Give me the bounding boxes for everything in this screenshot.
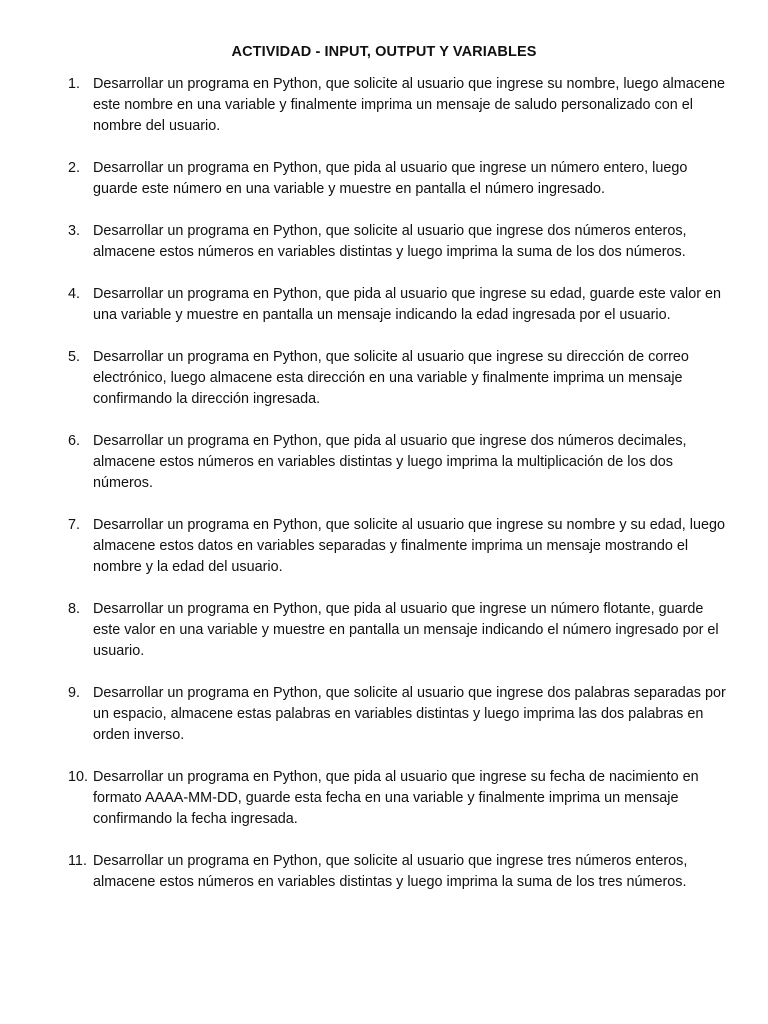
item-number: 10. — [68, 769, 89, 785]
item-number: 4. — [68, 286, 81, 302]
item-text: Desarrollar un programa en Python, que pida al usuario que ingrese su edad, guarde este valor en una variable y muestre en pantalla un mensaje indicando la edad ingresada por el usuario. — [93, 286, 721, 323]
exercise-list — [68, 74, 728, 914]
item-number: 11. — [68, 853, 87, 869]
item-text: Desarrollar un programa en Python, que solicite al usuario que ingrese dos palabras separadas por un espacio, almacene estas palabras en variables distintas y luego imprima las dos palabras en orden inverso. — [93, 685, 726, 743]
item-text: Desarrollar un programa en Python, que pida al usuario que ingrese dos números decimales, almacene estos números en variables distintas y luego imprima la multiplicación de los dos números. — [93, 433, 687, 491]
document-title: ACTIVIDAD - INPUT, OUTPUT Y VARIABLES — [231, 44, 537, 60]
item-text: Desarrollar un programa en Python, que solicite al usuario que ingrese su nombre, luego almacene este nombre en una variable y finalmente imprima un mensaje de saludo personalizado con el nombre del usuario. — [93, 76, 725, 134]
item-text: Desarrollar un programa en Python, que solicite al usuario que ingrese su nombre y su edad, luego almacene estos datos en variables separadas y finalmente imprima un mensaje mostrando el nombre y la edad del usuario. — [93, 517, 725, 575]
list-item — [68, 599, 728, 662]
item-text: Desarrollar un programa en Python, que solicite al usuario que ingrese su dirección de correo electrónico, luego almacene esta dirección en una variable y finalmente imprima un mensaje confirmando la dirección ingresada. — [93, 349, 689, 407]
item-text: Desarrollar un programa en Python, que pida al usuario que ingrese un número flotante, guarde este valor en una variable y muestre en pantalla un mensaje indicando el número ingresado por el usuario. — [93, 601, 719, 659]
item-text: Desarrollar un programa en Python, que solicite al usuario que ingrese tres números enteros, almacene estos números en variables distintas y luego imprima la suma de los tres números. — [93, 853, 688, 890]
list-item — [68, 221, 728, 263]
item-number: 5. — [68, 349, 81, 365]
list-item — [68, 431, 728, 494]
list-item — [68, 74, 728, 137]
item-number: 6. — [68, 433, 81, 449]
list-item — [68, 683, 728, 746]
list-item — [68, 158, 728, 200]
item-number: 2. — [68, 160, 81, 176]
item-number: 9. — [68, 685, 81, 701]
item-number: 3. — [68, 223, 81, 239]
item-number: 1. — [68, 76, 81, 92]
list-item — [68, 284, 728, 326]
list-item — [68, 347, 728, 410]
list-item — [68, 767, 728, 830]
list-item — [68, 515, 728, 578]
item-text: Desarrollar un programa en Python, que pida al usuario que ingrese un número entero, luego guarde este número en una variable y muestre en pantalla el número ingresado. — [93, 160, 688, 197]
item-number: 7. — [68, 517, 81, 533]
list-item — [68, 851, 728, 893]
item-text: Desarrollar un programa en Python, que pida al usuario que ingrese su fecha de nacimiento en formato AAAA-MM-DD, guarde esta fecha en una variable y finalmente imprima un mensaje confirmando la fecha ingresada. — [93, 769, 699, 827]
item-number: 8. — [68, 601, 81, 617]
item-text: Desarrollar un programa en Python, que solicite al usuario que ingrese dos números enteros, almacene estos números en variables distintas y luego imprima la suma de los dos números. — [93, 223, 687, 260]
